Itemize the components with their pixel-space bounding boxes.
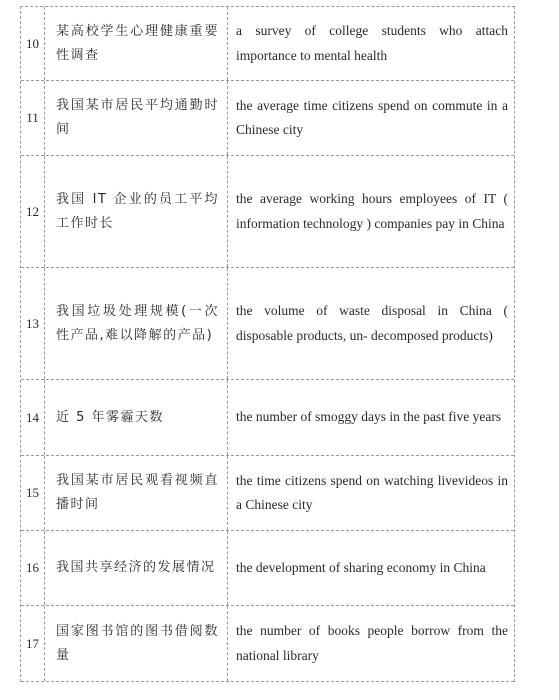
chinese-text: 近 5 年雾霾天数 <box>56 409 165 425</box>
english-text: the average time citizens spend on commute in a Chinese city <box>236 97 508 137</box>
english-translation <box>228 81 514 155</box>
table-row <box>21 380 514 456</box>
table-row <box>21 531 514 606</box>
english-text: the volume of waste disposal in China ( disposable products, un- decomposed products) <box>236 303 508 343</box>
english-translation <box>228 380 514 455</box>
row-number: 14 <box>21 380 45 455</box>
table-row <box>21 81 514 156</box>
chinese-text: 我国垃圾处理规模(一次性产品,难以降解的产品) <box>56 303 219 343</box>
english-translation <box>228 7 514 80</box>
chinese-text: 国家图书馆的图书借阅数量 <box>56 623 219 663</box>
chinese-text: 我国共享经济的发展情况 <box>56 560 216 575</box>
row-number: 15 <box>21 456 45 530</box>
english-text: a survey of college students who attach importance to mental health <box>236 23 508 63</box>
row-number: 10 <box>21 7 45 80</box>
chinese-term <box>45 7 228 80</box>
chinese-term <box>45 81 228 155</box>
english-text: the development of sharing economy in China <box>236 559 486 575</box>
chinese-term <box>45 531 228 605</box>
english-translation <box>228 606 514 681</box>
chinese-term <box>45 606 228 681</box>
table-row <box>21 606 514 682</box>
translation-table <box>20 6 515 682</box>
table-row <box>21 156 514 268</box>
table-row <box>21 456 514 531</box>
row-number: 12 <box>21 156 45 267</box>
chinese-text: 我国某市居民观看视频直播时间 <box>56 473 219 512</box>
row-number: 13 <box>21 268 45 379</box>
row-number: 17 <box>21 606 45 681</box>
english-translation <box>228 531 514 605</box>
english-text: the time citizens spend on watching livevideos in a Chinese city <box>236 472 508 512</box>
chinese-term <box>45 380 228 455</box>
chinese-term <box>45 156 228 267</box>
chinese-text: 我国 IT 企业的员工平均工作时长 <box>56 191 219 231</box>
chinese-text: 某高校学生心理健康重要性调查 <box>56 23 219 63</box>
english-text: the number of books people borrow from the national library <box>236 623 508 663</box>
row-number: 16 <box>21 531 45 605</box>
table-row <box>21 7 514 81</box>
table-row <box>21 268 514 380</box>
chinese-term <box>45 456 228 530</box>
english-translation <box>228 156 514 267</box>
english-text: the average working hours employees of IT ( information technology ) companies pay in China <box>236 191 508 231</box>
chinese-term <box>45 268 228 379</box>
chinese-text: 我国某市居民平均通勤时间 <box>56 98 219 137</box>
english-translation <box>228 268 514 379</box>
english-translation <box>228 456 514 530</box>
english-text: the number of smoggy days in the past five years <box>236 409 502 425</box>
row-number: 11 <box>21 81 45 155</box>
